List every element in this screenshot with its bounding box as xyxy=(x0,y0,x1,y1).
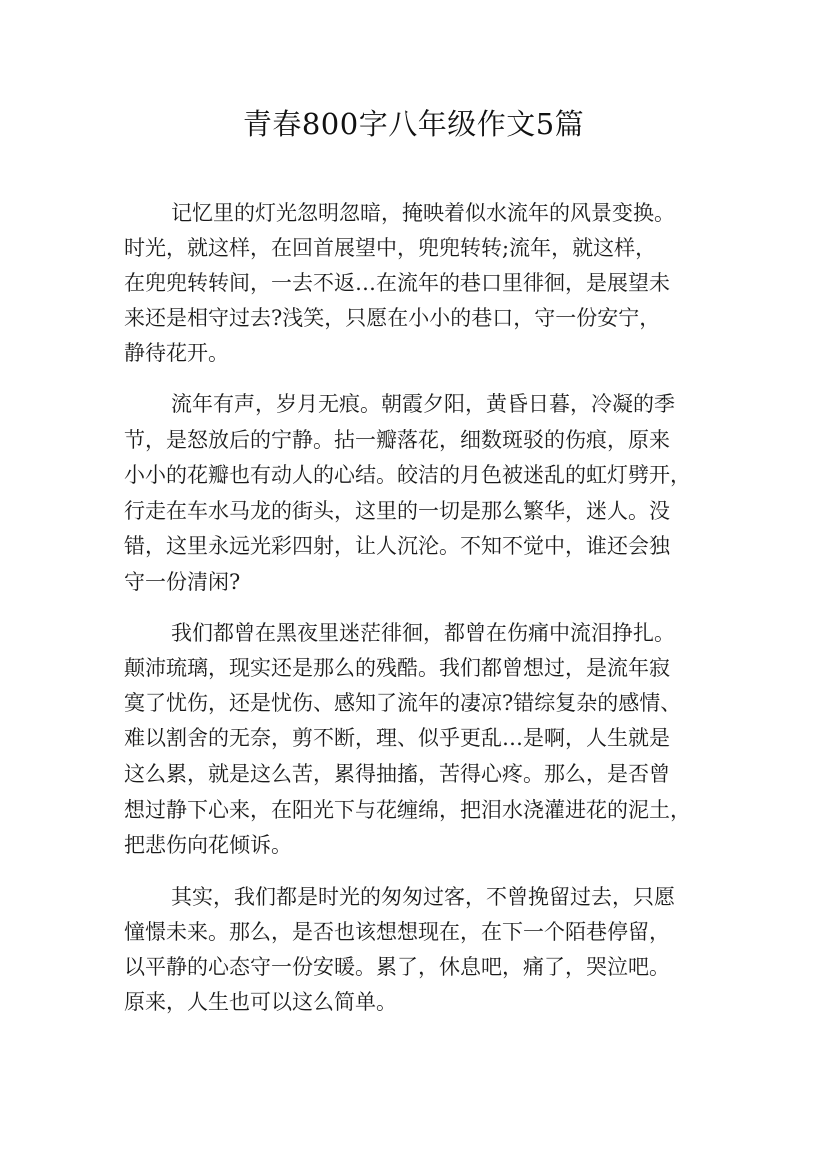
document-title: 青春800字八年级作文5篇 xyxy=(242,107,585,141)
paragraph-4-line-4: 原来，人生也可以这么简单。 xyxy=(124,990,397,1014)
paragraph-3-line-6: 想过静下心来，在阳光下与花缠绵，把泪水浇灌进花的泥土， xyxy=(124,798,691,822)
paragraph-3-line-5: 这么累，就是这么苦，累得抽搐，苦得心疼。那么，是否曾 xyxy=(124,762,670,786)
paragraph-2-line-2: 节，是怒放后的宁静。拈一瓣落花，细数斑驳的伤痕，原来 xyxy=(124,428,670,452)
paragraph-3-line-1: 我们都曾在黑夜里迷茫徘徊，都曾在伤痛中流泪挣扎。 xyxy=(171,621,675,645)
paragraph-4-line-3: 以平静的心态守一份安暖。累了，休息吧，痛了，哭泣吧。 xyxy=(124,955,670,979)
paragraph-1-line-5: 静待花开。 xyxy=(124,341,229,365)
paragraph-1-line-1: 记忆里的灯光忽明忽暗，掩映着似水流年的风景变换。 xyxy=(171,201,675,225)
paragraph-2-line-5: 错，这里永远光彩四射，让人沉沦。不知不觉中，谁还会独 xyxy=(124,534,670,558)
paragraph-2-line-1: 流年有声，岁月无痕。朝霞夕阳，黄昏日暮，冷凝的季 xyxy=(171,392,675,416)
paragraph-4-line-2: 憧憬未来。那么，是否也该想想现在，在下一个陌巷停留， xyxy=(124,920,670,944)
paragraph-3-line-4: 难以割舍的无奈，剪不断，理、似乎更乱…是啊，人生就是 xyxy=(124,726,670,750)
paragraph-2-line-4: 行走在车水马龙的街头，这里的一切是那么繁华，迷人。没 xyxy=(124,499,670,523)
paragraph-4-line-1: 其实，我们都是时光的匆匆过客，不曾挽留过去，只愿 xyxy=(171,885,675,909)
paragraph-3-line-3: 寞了忧伤，还是忧伤、感知了流年的凄凉?错综复杂的感情、 xyxy=(124,691,682,715)
paragraph-1-line-3: 在兜兜转转间，一去不返…在流年的巷口里徘徊，是展望未 xyxy=(124,271,670,295)
paragraph-3-line-7: 把悲伤向花倾诉。 xyxy=(124,833,292,857)
paragraph-1-line-4: 来还是相守过去?浅笑，只愿在小小的巷口，守一份安宁， xyxy=(124,306,661,330)
paragraph-2-line-3: 小小的花瓣也有动人的心结。皎洁的月色被迷乱的虹灯劈开， xyxy=(124,463,691,487)
paragraph-2-line-6: 守一份清闲? xyxy=(124,570,241,594)
paragraph-1-line-2: 时光，就这样，在回首展望中，兜兜转转;流年，就这样， xyxy=(124,236,657,260)
paragraph-3-line-2: 颠沛琉璃，现实还是那么的残酷。我们都曾想过，是流年寂 xyxy=(124,656,670,680)
